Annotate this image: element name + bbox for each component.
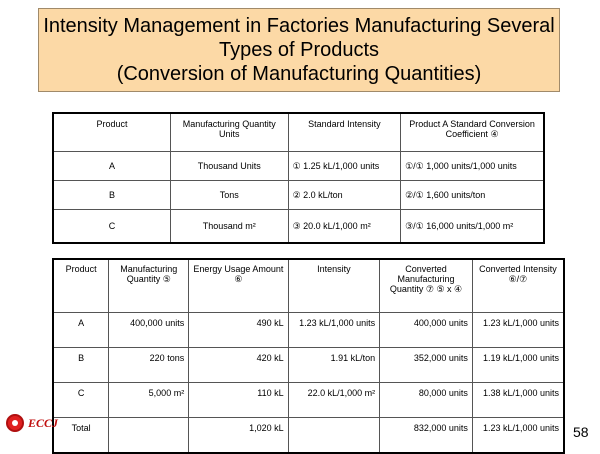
table-cell: ③ 20.0 kL/1,000 m² bbox=[288, 210, 401, 244]
table-cell: C bbox=[53, 383, 109, 418]
table-header-cell: Manufacturing Quantity ⑤ bbox=[109, 259, 189, 313]
table-header-cell: Converted Manufacturing Quantity ⑦ ⑤ x ④ bbox=[380, 259, 473, 313]
table-cell: ②/① 1,600 units/ton bbox=[401, 181, 544, 210]
eccj-logo-text: ECCJ bbox=[28, 415, 59, 430]
table-cell: Thousand m² bbox=[170, 210, 288, 244]
title-line-3: (Conversion of Manufacturing Quantities) bbox=[116, 63, 482, 85]
table-cell: 1.91 kL/ton bbox=[288, 348, 380, 383]
table-cell: B bbox=[53, 348, 109, 383]
table-cell: C bbox=[53, 210, 170, 244]
table-cell bbox=[288, 418, 380, 454]
table-header-cell: Intensity bbox=[288, 259, 380, 313]
table-row bbox=[53, 152, 544, 181]
table-row bbox=[53, 348, 564, 383]
table-cell bbox=[109, 418, 189, 454]
table-cell: 832,000 units bbox=[380, 418, 473, 454]
table-cell: 22.0 kL/1,000 m² bbox=[288, 383, 380, 418]
table-cell: ①/① 1,000 units/1,000 units bbox=[401, 152, 544, 181]
table-cell: 490 kL bbox=[189, 313, 288, 348]
table-header-cell: Standard Intensity bbox=[288, 113, 401, 152]
converted-intensity-table bbox=[52, 258, 565, 454]
table-row bbox=[53, 210, 544, 244]
table-cell: ② 2.0 kL/ton bbox=[288, 181, 401, 210]
table-cell: ① 1.25 kL/1,000 units bbox=[288, 152, 401, 181]
conversion-coefficient-table bbox=[52, 112, 545, 244]
table-cell: 220 tons bbox=[109, 348, 189, 383]
table-cell: Tons bbox=[170, 181, 288, 210]
table-header-cell: Product A Standard Conversion Coefficient ④ bbox=[401, 113, 544, 152]
table-cell: 400,000 units bbox=[380, 313, 473, 348]
table-cell: A bbox=[53, 152, 170, 181]
table-cell: Thousand Units bbox=[170, 152, 288, 181]
table-header-cell: Product bbox=[53, 259, 109, 313]
title-box bbox=[38, 8, 560, 92]
table-row bbox=[53, 313, 564, 348]
table-cell: 352,000 units bbox=[380, 348, 473, 383]
table-cell: 5,000 m² bbox=[109, 383, 189, 418]
table-cell: Total bbox=[53, 418, 109, 454]
table-cell: 1,020 kL bbox=[189, 418, 288, 454]
table-header-cell: Manufacturing Quantity Units bbox=[170, 113, 288, 152]
eccj-logo-icon bbox=[6, 414, 24, 432]
table-cell: 400,000 units bbox=[109, 313, 189, 348]
table-cell: 1.23 kL/1,000 units bbox=[472, 418, 564, 454]
table-header-cell: Converted Intensity ⑥/⑦ bbox=[472, 259, 564, 313]
table-cell: A bbox=[53, 313, 109, 348]
table-cell: 80,000 units bbox=[380, 383, 473, 418]
title-line-1: Intensity Management in Factories Manufacturing Several bbox=[43, 15, 555, 37]
table-header-cell: Energy Usage Amount ⑥ bbox=[189, 259, 288, 313]
table-cell: 1.38 kL/1,000 units bbox=[472, 383, 564, 418]
table-header-cell: Product bbox=[53, 113, 170, 152]
table-row bbox=[53, 383, 564, 418]
table-cell: 1.23 kL/1,000 units bbox=[472, 313, 564, 348]
page-number: 58 bbox=[573, 424, 589, 440]
table-cell: B bbox=[53, 181, 170, 210]
table-cell: ③/① 16,000 units/1,000 m² bbox=[401, 210, 544, 244]
table-cell: 420 kL bbox=[189, 348, 288, 383]
eccj-logo bbox=[6, 414, 58, 432]
title-line-2: Types of Products bbox=[218, 39, 380, 61]
table-row-total bbox=[53, 418, 564, 454]
table-cell: 110 kL bbox=[189, 383, 288, 418]
table-cell: 1.23 kL/1,000 units bbox=[288, 313, 380, 348]
table-cell: 1.19 kL/1,000 units bbox=[472, 348, 564, 383]
table-header-row bbox=[53, 259, 564, 313]
table-row bbox=[53, 181, 544, 210]
table-header-row bbox=[53, 113, 544, 152]
